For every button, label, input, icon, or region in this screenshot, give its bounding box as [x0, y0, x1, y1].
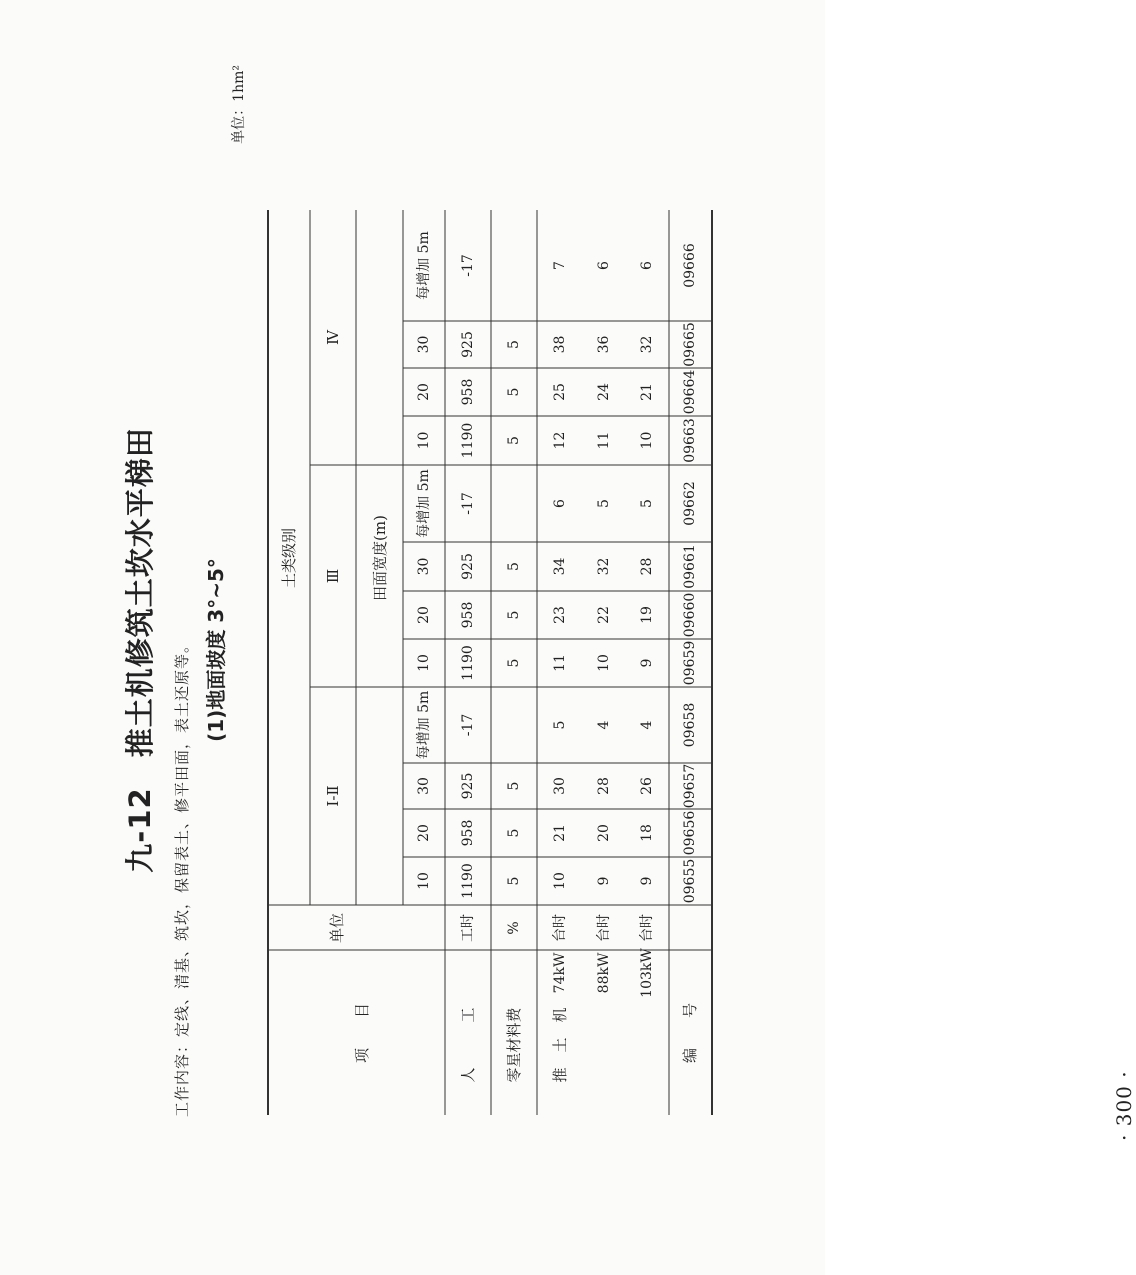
row-item: 人 工: [459, 1007, 477, 1083]
row-value: 38: [552, 335, 568, 354]
row-value: 10: [552, 872, 568, 890]
page-number: · 300 ·: [1112, 1070, 1136, 1141]
code-label: 编 号: [681, 1002, 699, 1064]
code-value: 09664: [682, 369, 698, 415]
row-value: 22: [596, 606, 612, 624]
row-value: 32: [596, 557, 612, 576]
row-value: 1190: [460, 422, 476, 459]
header-group: Ⅳ: [324, 330, 342, 345]
row-unit: 工时: [460, 914, 476, 942]
header-group: Ⅲ: [324, 568, 342, 584]
row-value: 20: [596, 824, 612, 842]
row-value: 28: [639, 557, 655, 576]
header-soil-class: 土类级别: [280, 527, 298, 589]
row-value: 5: [506, 658, 522, 668]
row-value: 10: [639, 431, 655, 450]
row-sub-item: 103kW: [639, 948, 655, 998]
row-value: 10: [596, 654, 612, 672]
row-value: 925: [460, 331, 476, 358]
row-sub-item: 74kW: [552, 952, 568, 994]
row-value: 5: [506, 436, 522, 445]
header-column: 30: [416, 335, 432, 354]
row-value: 11: [596, 431, 612, 450]
header-group: Ⅰ-Ⅱ: [324, 785, 342, 807]
row-value: -17: [460, 254, 476, 277]
work-content: 工作内容：定线、清基、筑坎，保留表土、修平田面，表土还原等。: [173, 636, 191, 1117]
header-unit: 单位: [328, 912, 346, 944]
row-value: 5: [552, 720, 568, 730]
row-value: -17: [460, 492, 476, 515]
row-value: 9: [639, 658, 655, 668]
row-value: 5: [506, 781, 522, 791]
row-value: 5: [506, 828, 522, 838]
code-value: 09659: [682, 640, 698, 686]
header-column: 20: [416, 606, 432, 624]
code-value: 09663: [682, 418, 698, 463]
row-value: 1190: [460, 645, 476, 681]
code-value: 09666: [682, 243, 698, 288]
row-value: 5: [596, 499, 612, 508]
row-value: 7: [552, 261, 568, 270]
header-column: 10: [416, 431, 432, 450]
row-value: 9: [639, 876, 655, 886]
row-value: 34: [552, 557, 568, 576]
code-value: 09660: [682, 592, 698, 638]
header-item: 项 目: [353, 1002, 371, 1064]
header-field-width: 田面宽度(m): [371, 515, 389, 601]
row-value: 19: [639, 606, 655, 624]
row-unit: 台时: [639, 914, 655, 942]
row-value: 1190: [460, 863, 476, 899]
unit-label: 单位：1hm²: [231, 65, 247, 144]
row-value: 5: [506, 876, 522, 886]
row-unit: 台时: [552, 914, 568, 942]
row-value: 24: [596, 383, 612, 401]
row-unit: %: [506, 921, 522, 935]
row-value: 5: [506, 610, 522, 620]
row-value: 4: [596, 720, 612, 730]
row-value: 958: [460, 819, 476, 847]
row-item: 推 土 机: [551, 1007, 569, 1083]
row-value: 30: [552, 777, 568, 795]
code-value: 09655: [682, 858, 698, 904]
header-column: 20: [416, 824, 432, 842]
row-value: 5: [639, 499, 655, 508]
header-column: 每增加 5m: [416, 690, 432, 760]
row-value: 12: [552, 431, 568, 450]
row-value: 6: [596, 261, 612, 270]
code-value: 09661: [682, 544, 698, 589]
header-column: 10: [416, 872, 432, 890]
row-value: 6: [552, 499, 568, 508]
row-value: 32: [639, 335, 655, 354]
row-value: 5: [506, 387, 522, 397]
row-value: 11: [552, 654, 568, 672]
row-value: 5: [506, 340, 522, 349]
row-item: 零星材料费: [505, 1007, 523, 1083]
row-unit: 台时: [596, 914, 612, 942]
row-value: 36: [596, 335, 612, 354]
row-value: 925: [460, 772, 476, 800]
row-value: -17: [460, 713, 476, 737]
row-value: 21: [552, 824, 568, 842]
code-value: 09658: [682, 702, 698, 748]
row-value: 18: [639, 824, 655, 842]
code-value: 09662: [682, 481, 698, 526]
row-value: 5: [506, 562, 522, 571]
row-sub-item: 88kW: [596, 952, 612, 994]
row-value: 958: [460, 601, 476, 629]
row-value: 9: [596, 876, 612, 886]
row-value: 25: [552, 383, 568, 401]
row-value: 958: [460, 378, 476, 406]
row-value: 4: [639, 720, 655, 730]
header-column: 30: [416, 777, 432, 795]
header-column: 30: [416, 557, 432, 576]
code-value: 09657: [682, 763, 698, 809]
row-value: 28: [596, 777, 612, 795]
page-title: 九-12 推土机修筑土坎水平梯田: [123, 427, 157, 873]
code-value: 09656: [682, 810, 698, 856]
row-value: 23: [552, 606, 568, 624]
row-value: 26: [639, 777, 655, 795]
header-column: 每增加 5m: [416, 231, 432, 300]
row-value: 6: [639, 261, 655, 270]
section-subtitle: (1)地面坡度 3°~5°: [204, 558, 228, 742]
header-column: 每增加 5m: [416, 469, 432, 538]
header-column: 20: [416, 383, 432, 401]
header-column: 10: [416, 654, 432, 672]
row-value: 925: [460, 553, 476, 580]
code-value: 09665: [682, 322, 698, 367]
row-value: 21: [639, 383, 655, 401]
